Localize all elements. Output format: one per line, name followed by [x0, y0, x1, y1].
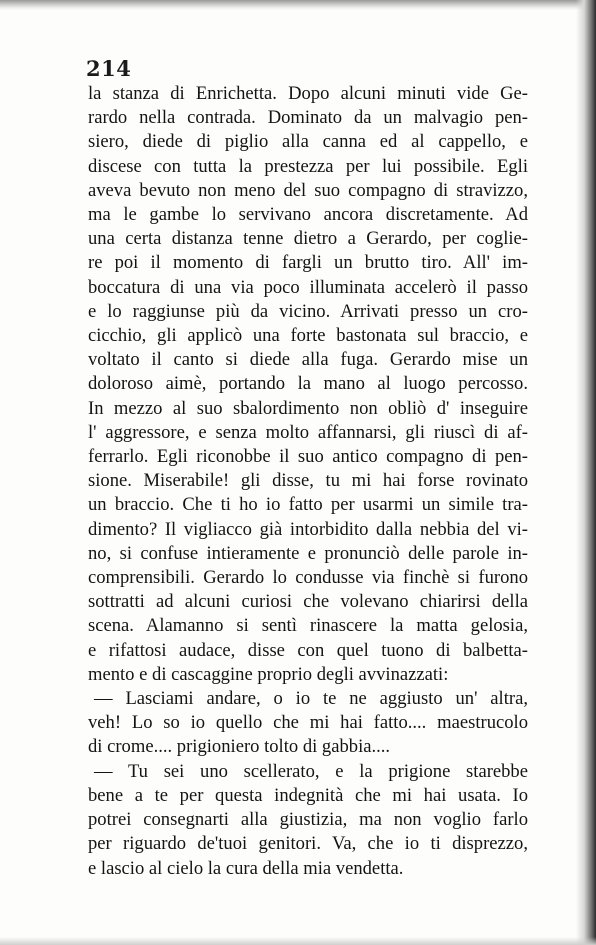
text-line: ferrarlo. Egli riconobbe il suo antico compagno di pen-	[88, 446, 528, 468]
page-number: 214	[86, 56, 132, 81]
text-line: per riguardo de'tuoi genitori. Va, che io ti disprezzo,	[88, 833, 528, 855]
page-bottom-edge-shadow	[0, 937, 596, 945]
text-line: sottratti ad alcuni curiosi che volevano chiarirsi della	[88, 591, 528, 613]
text-line: aveva bevuto non meno del suo compagno di stravizzo,	[88, 179, 528, 201]
text-line: mento e di cascaggine proprio degli avvinazzati:	[88, 663, 449, 685]
dialogue-line: — Lasciami andare, o io te ne aggiusto un' altra,	[94, 688, 528, 710]
page-binding-shadow	[576, 0, 596, 945]
text-line: discese con tutta la prestezza per lui possibile. Egli	[88, 155, 528, 177]
text-line: la stanza di Enrichetta. Dopo alcuni minuti vide Ge-	[88, 83, 528, 104]
text-line: e lo raggiunse più da vicino. Arrivati presso un cro-	[88, 300, 528, 322]
text-line: e lascio al cielo la cura della mia vendetta.	[88, 857, 404, 879]
text-line: una certa distanza tenne dietro a Gerardo, per coglie-	[88, 228, 528, 250]
text-line: comprensibili. Gerardo lo condusse via finchè si furono	[88, 567, 528, 589]
text-line: voltato il canto si diede alla fuga. Gerardo mise un	[88, 349, 528, 371]
text-line: sione. Miserabile! gli disse, tu mi hai forse rovinato	[88, 470, 528, 492]
text-line: potrei consegnarti alla giustizia, ma non voglio farlo	[88, 809, 528, 831]
text-line: boccatura di una via poco illuminata accelerò il passo	[88, 276, 528, 298]
text-line: veh! Lo so io quello che mi hai fatto.... maestrucolo	[88, 712, 528, 734]
text-line: scena. Alamanno si sentì rinascere la matta gelosia,	[88, 615, 528, 637]
text-line: un braccio. Che ti ho io fatto per usarmi un simile tra-	[88, 494, 528, 516]
text-line: di crome.... prigioniero tolto di gabbia....	[88, 736, 391, 758]
dialogue-line: — Tu sei uno scellerato, e la prigione starebbe	[94, 760, 528, 782]
text-line: cicchio, gli applicò una forte bastonata sul braccio, e	[88, 325, 528, 347]
text-line: dimento? Il vigliacco già intorbidito dalla nebbia del vi-	[88, 518, 528, 540]
text-line: re poi il momento di fargli un brutto tiro. All' im-	[88, 252, 528, 274]
text-line: rardo nella contrada. Dominato da un malvagio pen-	[88, 107, 528, 129]
text-line: ma le gambe lo servivano ancora discretamente. Ad	[88, 204, 528, 226]
text-line: bene a te per questa indegnità che mi hai usata. Io	[88, 784, 528, 806]
page-top-edge-shadow	[0, 0, 596, 10]
text-line: In mezzo al suo sbalordimento non obliò d' inseguire	[88, 397, 528, 419]
body-text	[88, 82, 528, 881]
text-line: siero, diede di piglio alla canna ed al cappello, e	[88, 131, 528, 153]
text-line: l' aggressore, e senza molto affannarsi, gli riuscì di af-	[88, 421, 528, 443]
text-line: no, si confuse intieramente e pronunciò delle parole in-	[88, 542, 528, 564]
text-line: doloroso aimè, portando la mano al luogo percosso.	[88, 373, 528, 395]
text-line: e rifattosi audace, disse con quel tuono di balbetta-	[88, 639, 528, 661]
